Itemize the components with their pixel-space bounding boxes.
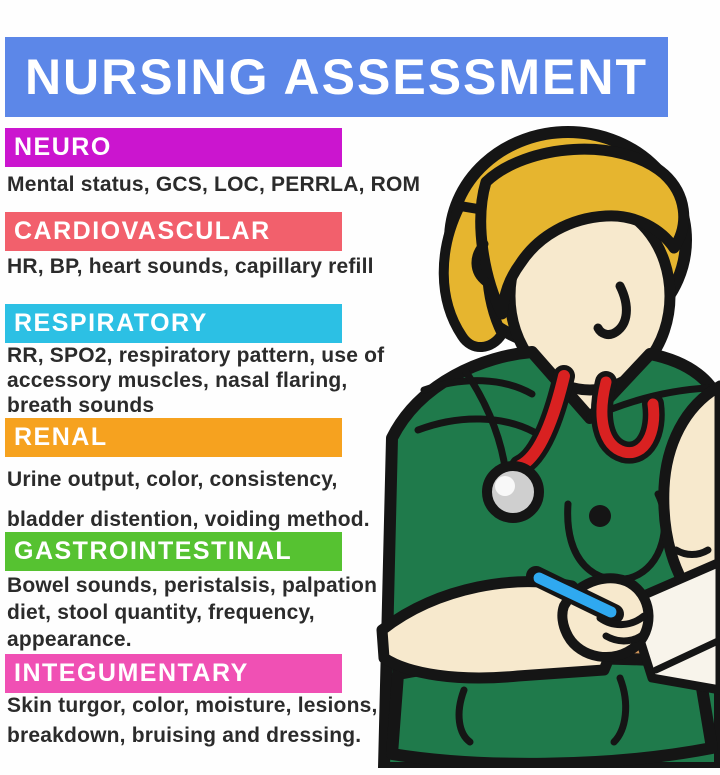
page-title: NURSING ASSESSMENT (24, 49, 649, 105)
section-banner-neuro (5, 128, 342, 167)
nurse-writing-on-clipboard-graphic (368, 118, 720, 768)
section-text-renal (7, 460, 447, 540)
text-line: Urine output, color, consistency, (7, 468, 338, 491)
section-banner-integumentary (5, 654, 342, 693)
text-line: accessory muscles, nasal flaring, (7, 369, 348, 392)
section-text-gastrointestinal (7, 572, 447, 653)
section-label-integumentary: INTEGUMENTARY (14, 659, 249, 687)
section-label-respiratory: RESPIRATORY (14, 309, 208, 337)
text-line: diet, stool quantity, frequency, (7, 601, 315, 624)
section-banner-renal (5, 418, 342, 457)
text-line: Skin turgor, color, moisture, lesions, (7, 694, 378, 717)
section-label-cardiovascular: CARDIOVASCULAR (14, 217, 271, 245)
text-line: HR, BP, heart sounds, capillary refill (7, 255, 374, 278)
text-line: breakdown, bruising and dressing. (7, 724, 362, 747)
section-label-renal: RENAL (14, 423, 108, 451)
text-line: appearance. (7, 628, 132, 651)
section-banner-respiratory (5, 304, 342, 343)
section-banner-cardiovascular (5, 212, 342, 251)
nurse-illustration (368, 118, 720, 768)
text-line: Mental status, GCS, LOC, PERRLA, ROM (7, 173, 421, 196)
section-text-integumentary (7, 691, 447, 751)
text-line: RR, SPO2, respiratory pattern, use of (7, 344, 385, 367)
text-line: Bowel sounds, peristalsis, palpation (7, 574, 378, 597)
stethoscope-chestpiece-shine (495, 476, 515, 496)
text-line: bladder distention, voiding method. (7, 508, 370, 531)
text-line: breath sounds (7, 394, 155, 417)
title-banner (5, 37, 668, 117)
section-label-gastrointestinal: GASTROINTESTINAL (14, 537, 293, 565)
section-text-cardiovascular (7, 253, 447, 280)
section-text-respiratory (7, 343, 447, 418)
stethoscope-connector (589, 505, 611, 527)
section-text-neuro (7, 171, 447, 198)
section-label-neuro: NEURO (14, 133, 112, 161)
